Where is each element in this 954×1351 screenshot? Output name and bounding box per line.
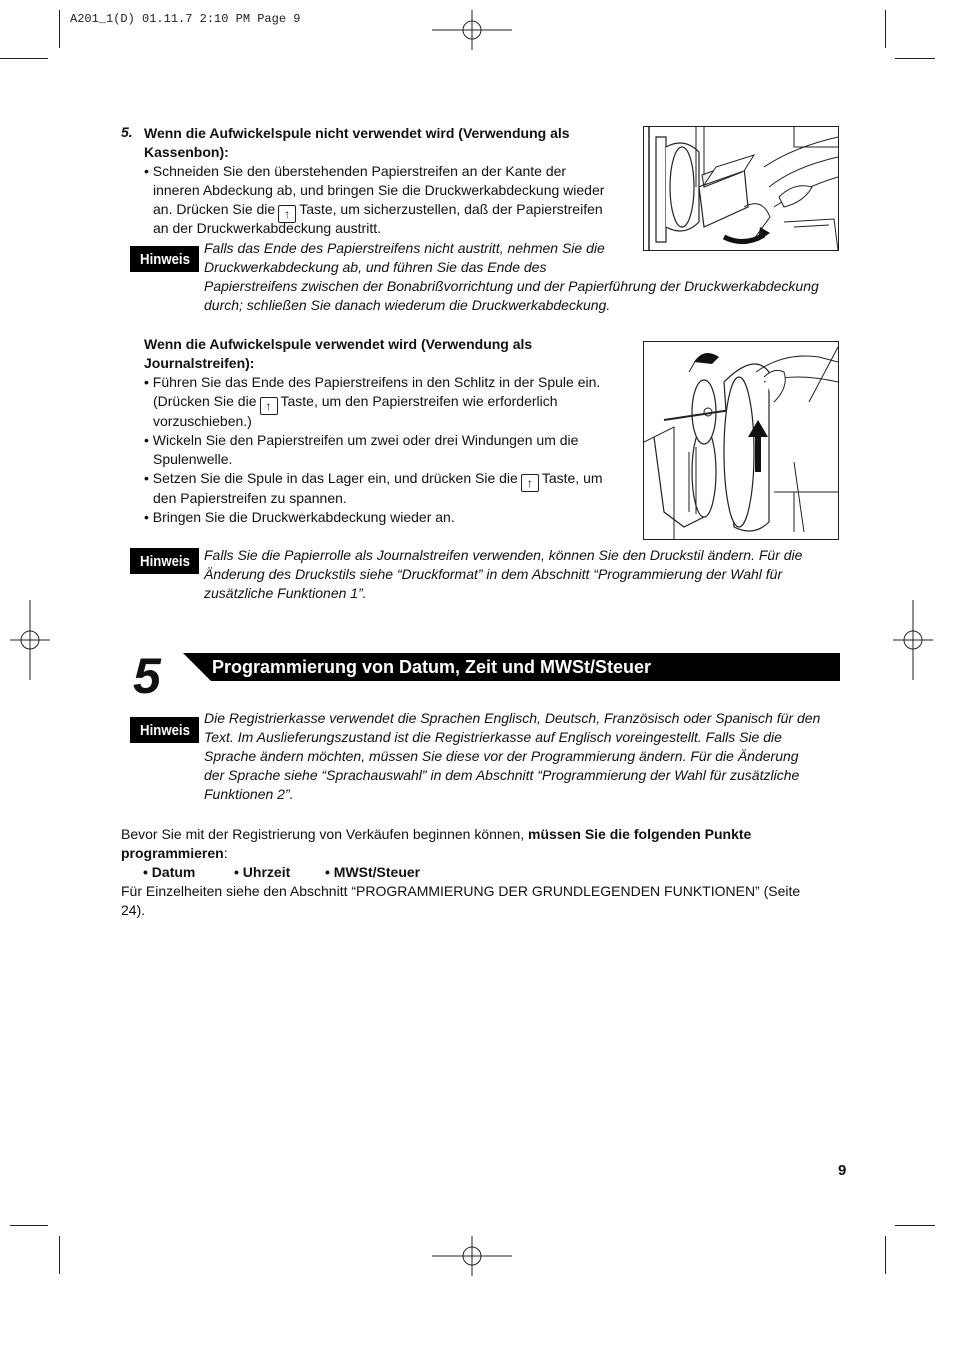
note-line: der Sprache siehe “Sprachauswahl” in dem Abschnitt “Programmierung der Wahl für zusätzliche xyxy=(204,767,800,783)
step-heading-line: Wenn die Aufwickelspule nicht verwendet wird (Verwendung als xyxy=(144,125,570,141)
journal-bullet-line: • Führen Sie das Ende des Papierstreifens in den Schlitz in der Spule ein. xyxy=(144,374,601,390)
print-header: A201_1(D) 01.11.7 2:10 PM Page 9 xyxy=(70,12,301,26)
journal-bullet-line: • Bringen Sie die Druckwerkabdeckung wieder an. xyxy=(144,509,455,525)
text-fragment: Bevor Sie mit der Registrierung von Verkäufen beginnen können, xyxy=(121,826,529,842)
journal-bullet-line: den Papierstreifen zu spannen. xyxy=(153,490,347,506)
note-line: Falls Sie die Papierrolle als Journalstreifen verwenden, können Sie den Druckstil ändern. Für die xyxy=(204,547,803,563)
note-line: durch; schließen Sie danach wiederum die Druckwerkabdeckung. xyxy=(204,297,611,313)
crop-mark xyxy=(885,10,886,48)
hinweis-badge xyxy=(127,246,199,272)
note-line: Papierstreifens zwischen der Bonabrißvorrichtung und der Papierführung der Druckwerkabdeckung xyxy=(204,278,819,294)
take-up-spool-drawing xyxy=(644,342,838,539)
registration-mark-icon xyxy=(10,600,50,680)
hinweis-label: Hinweis xyxy=(137,248,193,270)
body-line: Für Einzelheiten siehe den Abschnitt “PROGRAMMIERUNG DER GRUNDLEGENDEN FUNKTIONEN” (Seite xyxy=(121,883,801,899)
required-item: • MWSt/Steuer xyxy=(325,864,421,880)
body-paragraph xyxy=(121,825,751,863)
text-fragment: an. Drücken Sie die xyxy=(153,201,276,217)
journal-heading-line: Journalstreifen): xyxy=(144,355,255,371)
body-line: 24). xyxy=(121,902,146,918)
crop-mark xyxy=(59,1236,60,1274)
registration-mark-icon xyxy=(893,600,933,680)
emphasis-text: programmieren xyxy=(121,845,224,861)
text-fragment: Taste, um xyxy=(541,470,603,486)
registration-mark-icon xyxy=(432,10,512,50)
take-up-spool-illustration xyxy=(643,341,839,540)
printer-cover-illustration xyxy=(643,126,839,251)
journal-bullet-line: Spulenwelle. xyxy=(153,451,233,467)
note-text xyxy=(204,709,820,804)
required-item: • Uhrzeit xyxy=(234,864,291,880)
hinweis-label: Hinweis xyxy=(137,719,193,741)
body-paragraph xyxy=(121,882,800,920)
text-fragment: (Drücken Sie die xyxy=(153,393,257,409)
text-fragment: Taste, um den Papierstreifen wie erforderlich xyxy=(280,393,558,409)
step-heading-line: Kassenbon): xyxy=(144,144,229,160)
crop-mark xyxy=(895,58,935,59)
step-number: 5. xyxy=(121,124,133,140)
printer-cover-drawing xyxy=(644,127,838,250)
note-line: Die Registrierkasse verwendet die Sprachen Englisch, Deutsch, Französisch oder Spanisch für den xyxy=(204,710,821,726)
note-line: Sprache ändern möchten, müssen Sie diese vor der Programmierung ändern. Für die Änderung xyxy=(204,748,799,764)
step-bullet-line: inneren Abdeckung ab, und bringen Sie die Druckwerkabdeckung wieder xyxy=(153,182,605,198)
note-line: Änderung des Druckstils siehe “Druckformat” in dem Abschnitt “Programmierung der Wahl für xyxy=(204,566,783,582)
section-number: 5 xyxy=(133,648,161,704)
journal-bullet-line: • Wickeln Sie den Papierstreifen um zwei oder drei Windungen um die xyxy=(144,432,579,448)
crop-mark xyxy=(59,10,60,48)
paper-feed-key-icon: ↑ xyxy=(278,205,296,223)
journal-bullet-line: vorzuschieben.) xyxy=(153,413,252,429)
registration-mark-icon xyxy=(432,1236,512,1276)
hinweis-badge xyxy=(127,717,199,743)
note-line: Druckwerkabdeckung ab, und führen Sie das Ende des xyxy=(204,259,547,275)
page-number: 9 xyxy=(838,1162,847,1179)
body-line xyxy=(121,825,751,844)
section-title: Programmierung von Datum, Zeit und MWSt/Steuer xyxy=(212,657,652,677)
journal-heading xyxy=(144,335,532,373)
emphasis-text: müssen Sie die folgenden Punkte xyxy=(528,826,752,842)
note-line: zusätzliche Funktionen 1”. xyxy=(204,585,367,601)
note-text xyxy=(204,546,802,603)
crop-mark xyxy=(0,58,48,59)
crop-mark xyxy=(10,1225,48,1226)
hinweis-badge xyxy=(127,548,199,574)
text-fragment: Taste, um sicherzustellen, daß der Papierstreifen xyxy=(299,201,603,217)
text-fragment: • Setzen Sie die Spule in das Lager ein, und drücken Sie die xyxy=(144,470,518,486)
badge-accent xyxy=(127,717,130,743)
note-line: Text. Im Auslieferungszustand ist die Registrierkasse auf Englisch voreingestellt. Falls Sie die xyxy=(204,729,782,745)
badge-accent xyxy=(127,246,130,272)
required-items-list xyxy=(143,863,420,882)
crop-mark xyxy=(885,1236,886,1274)
crop-mark xyxy=(895,1225,935,1226)
text-fragment: : xyxy=(223,845,228,861)
step-heading xyxy=(144,124,570,162)
paper-feed-key-icon: ↑ xyxy=(521,474,539,492)
note-text xyxy=(204,239,819,315)
note-line: Falls das Ende des Papierstreifens nicht austritt, nehmen Sie die xyxy=(204,240,605,256)
hinweis-label: Hinweis xyxy=(137,550,193,572)
paper-feed-key-icon: ↑ xyxy=(260,397,278,415)
step-bullet-line: an der Druckwerkabdeckung austritt. xyxy=(153,220,381,236)
required-item: • Datum xyxy=(143,864,196,880)
body-line xyxy=(121,844,751,863)
step-bullet-line: • Schneiden Sie den überstehenden Papierstreifen an der Kante der xyxy=(144,163,567,179)
badge-accent xyxy=(127,548,130,574)
journal-heading-line: Wenn die Aufwickelspule verwendet wird (Verwendung als xyxy=(144,336,533,352)
note-line: Funktionen 2”. xyxy=(204,786,294,802)
